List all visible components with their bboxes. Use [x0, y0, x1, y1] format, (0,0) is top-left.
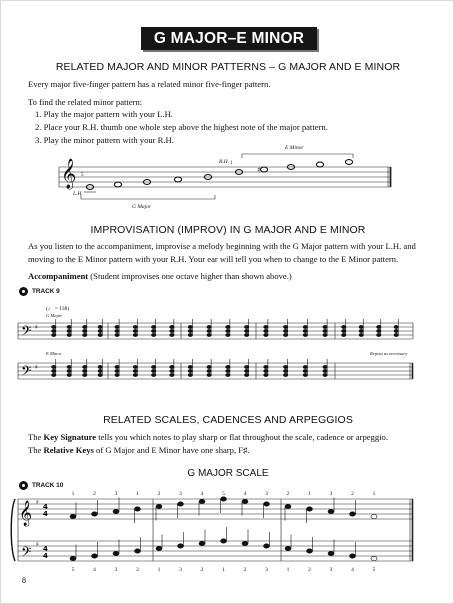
- scale-note-rh: [70, 514, 76, 518]
- scale-note-lh: [350, 554, 356, 558]
- rh-finger-number: 4: [243, 491, 247, 497]
- rh-finger-number: 1: [136, 491, 139, 497]
- lh-finger-number: 3: [265, 567, 268, 573]
- scale-note-rh: [199, 499, 205, 503]
- page-title: G MAJOR–E MINOR: [141, 27, 317, 50]
- svg-text:♯: ♯: [257, 166, 261, 174]
- svg-text:4: 4: [43, 510, 48, 518]
- page-number: 8: [22, 576, 26, 585]
- g-major-scale-title: G MAJOR SCALE: [187, 468, 269, 479]
- rh-finger-number: 3: [179, 491, 182, 497]
- scale-note-rh: [307, 507, 313, 511]
- lh-finger-number: 1: [286, 567, 290, 573]
- lh-finger-number: 2: [243, 567, 247, 573]
- rh-finger-number: 2: [286, 491, 290, 497]
- key-signature-text: The Key Signature tells you which notes to play sharp or flat throughout the scale, cadence or arpeggio.: [28, 432, 388, 442]
- track-9-label: TRACK 9: [32, 288, 60, 296]
- scale-note-rh: [328, 509, 334, 513]
- scale-note-rh: [264, 502, 270, 506]
- lh-finger-number: 4: [351, 567, 354, 573]
- scale-note-lh: [178, 544, 184, 548]
- rh-finger-number: 2: [351, 491, 354, 497]
- find-label: To find the related minor pattern:: [28, 97, 143, 107]
- section-heading-improv: IMPROVISATION (IMPROV) IN G MAJOR AND E MINOR: [90, 224, 366, 236]
- step-3: 3. Play the minor pattern with your R.H.: [35, 135, 174, 145]
- scale-note-lh: [113, 551, 119, 555]
- svg-text:𝄢: 𝄢: [21, 363, 32, 382]
- scale-note-lh: [92, 554, 98, 558]
- scale-note-rh: [156, 504, 162, 508]
- scale-note-rh: [135, 507, 141, 511]
- scale-note-rh: [221, 497, 227, 501]
- svg-text:4: 4: [43, 552, 48, 560]
- scale-note-lh: [307, 549, 313, 553]
- svg-text:4: 4: [43, 503, 48, 511]
- svg-text:𝄢: 𝄢: [21, 323, 32, 342]
- lh-finger-number: 3: [179, 567, 182, 573]
- accompaniment-label: Accompaniment: [28, 271, 89, 281]
- svg-text:𝄢: 𝄢: [21, 544, 32, 563]
- improv-text-line1: As you listen to the accompaniment, improvise a melody beginning with the G Major pattern with your L.H. and: [28, 241, 416, 251]
- lh-finger-number: 5: [71, 567, 75, 573]
- finger-number: 5: [81, 173, 84, 178]
- svg-text:♯: ♯: [35, 364, 38, 371]
- scale-note-lh: [285, 546, 291, 550]
- rh-finger-number: 3: [114, 491, 118, 497]
- treble-clef-icon: 𝄞: [61, 159, 77, 189]
- relative-keys-text: The Relative Keys of G Major and E Minor have one sharp, F♯.: [28, 445, 250, 455]
- scale-note-lh: [371, 556, 377, 560]
- accompaniment-note: (Student improvises one octave higher than shown above.): [88, 271, 292, 281]
- rh-finger-number: 3: [265, 491, 268, 497]
- lh-finger-number: 2: [200, 567, 204, 573]
- lh-label: L.H.: [73, 191, 83, 197]
- scale-note-lh: [221, 539, 227, 543]
- svg-text:♯: ♯: [36, 499, 39, 506]
- scale-note-lh: [242, 541, 248, 545]
- accomp-e-minor-label: E Minor: [46, 351, 62, 356]
- rh-finger-number: 5: [222, 491, 225, 497]
- scale-note-lh: [135, 549, 141, 553]
- g-major-scale-score: [1, 1, 454, 604]
- step-1: 1. Play the major pattern with your L.H.: [35, 109, 173, 119]
- scale-note-lh: [199, 541, 205, 545]
- rh-finger-number: 2: [93, 491, 96, 497]
- rh-finger-number: 1: [71, 491, 75, 497]
- finger-number: 1: [230, 161, 233, 166]
- scale-note-rh: [350, 512, 356, 516]
- scale-note-lh: [264, 544, 270, 548]
- track-10-label: TRACK 10: [32, 482, 64, 490]
- scale-note-rh: [113, 509, 119, 513]
- intro-text: Every major five-finger pattern has a related minor five-finger pattern.: [28, 79, 271, 89]
- scale-note-rh: [371, 514, 377, 518]
- lh-finger-number: 2: [136, 567, 139, 573]
- svg-text:♯: ♯: [36, 541, 39, 548]
- rh-label: R.H.: [219, 159, 230, 165]
- lh-finger-number: 5: [372, 567, 376, 573]
- relative-keys-term: Relative Keys: [43, 445, 94, 455]
- scale-note-lh: [156, 546, 162, 550]
- scale-note-rh: [178, 502, 184, 506]
- scale-note-rh: [285, 504, 291, 508]
- accomp-g-major-label: G Major: [46, 313, 62, 318]
- rh-finger-number: 2: [157, 491, 161, 497]
- scale-note-rh: [92, 512, 98, 516]
- lh-finger-number: 1: [222, 567, 225, 573]
- svg-text:4: 4: [43, 545, 48, 553]
- repeat-label: Repeat as necessary: [370, 351, 408, 356]
- rh-finger-number: 3: [329, 491, 333, 497]
- lh-finger-number: 3: [329, 567, 333, 573]
- svg-text:𝄞: 𝄞: [19, 501, 33, 526]
- scale-note-lh: [328, 551, 334, 555]
- rh-finger-number: 1: [308, 491, 311, 497]
- scale-note-lh: [70, 556, 76, 560]
- lh-finger-number: 2: [308, 567, 311, 573]
- step-2: 2. Place your R.H. thumb one whole step above the highest note of the major pattern.: [35, 122, 328, 132]
- rh-finger-number: 4: [200, 491, 204, 497]
- e-minor-label: E Minor: [285, 145, 304, 151]
- lh-finger-number: 4: [93, 567, 96, 573]
- key-signature-term: Key Signature: [43, 432, 97, 442]
- lh-finger-number: 1: [157, 567, 161, 573]
- rh-finger-number: 1: [372, 491, 376, 497]
- g-major-label: G Major: [132, 204, 152, 210]
- scale-note-rh: [242, 499, 248, 503]
- tempo-marking: (♩ = 138): [46, 306, 70, 312]
- svg-text:♯: ♯: [35, 324, 38, 331]
- lh-finger-number: 3: [114, 567, 118, 573]
- section-heading-related-scales: RELATED SCALES, CADENCES AND ARPEGGIOS: [103, 414, 353, 426]
- section-heading-related-patterns: RELATED MAJOR AND MINOR PATTERNS – G MAJOR AND E MINOR: [55, 61, 401, 73]
- improv-text-line2: moving to the E Minor pattern with your R.H. Your ear will tell you when to change to the E Minor pattern.: [28, 254, 399, 264]
